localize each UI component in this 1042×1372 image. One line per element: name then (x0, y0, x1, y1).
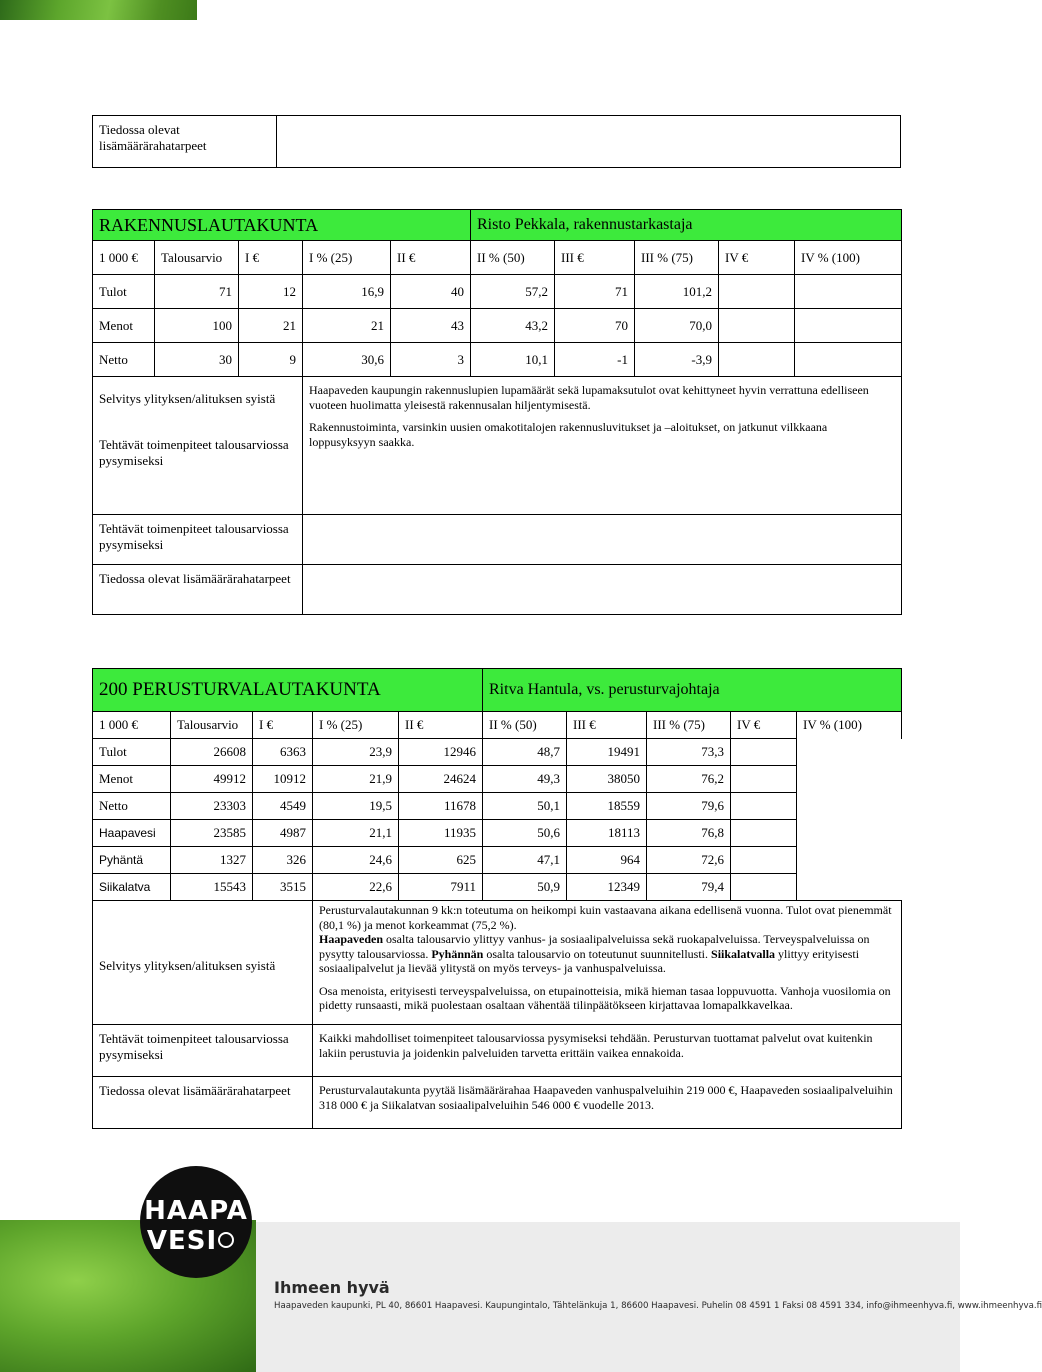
cell: 23,9 (313, 739, 399, 766)
header-row (93, 712, 902, 739)
header-cell: IV % (100) (797, 712, 902, 739)
table-row (93, 739, 902, 766)
cell: 72,6 (647, 847, 731, 874)
cell: 12349 (567, 874, 647, 901)
cell (797, 847, 902, 874)
cell (731, 874, 797, 901)
logo-text: HAAPA (144, 1196, 248, 1226)
label-tiedossa: Tiedossa olevat lisämäärärahatarpeet (93, 1077, 313, 1129)
cell: 57,2 (471, 275, 555, 309)
cell: 18559 (567, 793, 647, 820)
tehtavat-text: Kaikki mahdolliset toimenpiteet talousarviossa pysymiseksi tehdään. Perusturvan tuottamat palvelut ovat kuitenkin lakiin perustuvia ja joidenkin palveluiden tarvetta erittäin vaikea ennakoida. (313, 1025, 902, 1077)
header-cell: Talousarvio (171, 712, 253, 739)
cell: 71 (155, 275, 239, 309)
header-cell: II € (399, 712, 483, 739)
cell (731, 739, 797, 766)
cell: 1327 (171, 847, 253, 874)
tiedossa-text: Perusturvalautakunta pyytää lisämäärärahaa Haapaveden vanhuspalveluihin 219 000 €, Haapaveden sosiaalipalveluihin 318 000 € ja Siikalatvan sosiaalipalveluihin 546 000 € vuodelle 2013. (313, 1077, 902, 1129)
cell: 71 (555, 275, 635, 309)
cell: 21 (239, 309, 303, 343)
cell: 326 (253, 847, 313, 874)
row-label: Pyhäntä (93, 847, 171, 874)
footer-address: Haapaveden kaupunki, PL 40, 86601 Haapavesi. Kaupungintalo, Tähtelänkuja 1, 86600 Haapavesi. Puhelin 08 4591 1 Faksi 08 4591 334, info@ihmeenhyva.fi, www.ihmeenhyva.fi (274, 1301, 1042, 1311)
selvitys-text-cell (313, 901, 902, 1025)
leaf-decoration-top (0, 0, 197, 20)
cell: 49,3 (483, 766, 567, 793)
footer-strip (256, 1222, 960, 1372)
cell: 73,3 (647, 739, 731, 766)
selvitys-text: osalta talousarvio ylittyy vanhus- ja sosiaalipalveluissa sekä ruokapalveluissa. Terveyspalveluissa on pysytty talousarviossa. (319, 932, 870, 961)
selvitys-paragraph: Osa menoista, erityisesti terveyspalveluissa, on etupainotteisia, mikä hieman tasaa loppuvuotta. Vanhoja vuosilomia on pidetty runsaasti, mikä puolestaan osaltaan vähentää tilinpäätökseen kirjattavaa lomapalkkavelkaa. (319, 983, 891, 1012)
cell: 21 (303, 309, 391, 343)
bold-municipality: Pyhännän (431, 946, 484, 961)
cell: 76,2 (647, 766, 731, 793)
cell: 10912 (253, 766, 313, 793)
cell (731, 766, 797, 793)
header-cell: 1 000 € (93, 712, 171, 739)
table-row (93, 343, 902, 377)
cell: 19,5 (313, 793, 399, 820)
selvitys-text-cell (303, 377, 902, 515)
label-tiedossa: Tiedossa olevat lisämäärärahatarpeet (93, 565, 303, 615)
cell: 101,2 (635, 275, 719, 309)
label-tehtavat: Tehtävät toimenpiteet talousarviossa pysymiseksi (99, 437, 289, 468)
selvitys-text: osalta talousarvio on toteutunut suunnitellusti. (483, 946, 712, 961)
table-row (93, 820, 902, 847)
cell: 22,6 (313, 874, 399, 901)
cell: 12 (239, 275, 303, 309)
header-cell: II % (50) (483, 712, 567, 739)
cell: 12946 (399, 739, 483, 766)
cell: 76,8 (647, 820, 731, 847)
cell: 30 (155, 343, 239, 377)
section-responsible-rakennus: Risto Pekkala, rakennustarkastaja (471, 210, 902, 241)
cell (719, 343, 795, 377)
cell: 16,9 (303, 275, 391, 309)
cell: 43 (391, 309, 471, 343)
cell: 4549 (253, 793, 313, 820)
cell: 625 (399, 847, 483, 874)
header-cell: IV € (731, 712, 797, 739)
logo-text: VESI (146, 1226, 218, 1256)
header-cell: I % (25) (313, 712, 399, 739)
label-selvitys: Selvitys ylityksen/alituksen syistä (99, 391, 276, 406)
header-cell: I € (239, 241, 303, 275)
cell: 43,2 (471, 309, 555, 343)
footer-brand: Ihmeen hyvä (274, 1278, 390, 1297)
flower-icon (218, 1232, 234, 1248)
cell: 49912 (171, 766, 253, 793)
cell: 15543 (171, 874, 253, 901)
section-title-rakennus: RAKENNUSLAUTAKUNTA (93, 210, 471, 241)
cell: 40 (391, 275, 471, 309)
cell: 6363 (253, 739, 313, 766)
table-row (93, 793, 902, 820)
cell: 21,9 (313, 766, 399, 793)
row-label: Haapavesi (93, 820, 171, 847)
cell (795, 309, 902, 343)
selvitys-text: ylittyy erityisesti sosiaalipalvelut ja lievää ylitystä on myös terveys- ja vanhuspalveluissa. (319, 946, 860, 975)
table-row (93, 275, 902, 309)
cell (797, 874, 902, 901)
cell (797, 820, 902, 847)
cell: 47,1 (483, 847, 567, 874)
header-cell: III % (75) (635, 241, 719, 275)
table-row (93, 874, 902, 901)
header-cell: II % (50) (471, 241, 555, 275)
cell: 18113 (567, 820, 647, 847)
header-cell: III % (75) (647, 712, 731, 739)
cell: 30,6 (303, 343, 391, 377)
cell: 38050 (567, 766, 647, 793)
cell: 3 (391, 343, 471, 377)
cell: 24624 (399, 766, 483, 793)
bold-municipality: Siikalatvalla (711, 946, 776, 961)
cell (797, 766, 902, 793)
cell: 11678 (399, 793, 483, 820)
cell: 70 (555, 309, 635, 343)
cell: 4987 (253, 820, 313, 847)
cell: 19491 (567, 739, 647, 766)
empty-cell (303, 515, 902, 565)
header-cell: III € (555, 241, 635, 275)
cell: 48,7 (483, 739, 567, 766)
cell: 7911 (399, 874, 483, 901)
selvitys-label-cell (93, 377, 303, 515)
selvitys-paragraph: Haapaveden kaupungin rakennuslupien lupamäärät sekä lupamaksutulot ovat kehittyneet hyvin verrattuna edelliseen vuoteen huolimatta yleisestä rakennusalan hiljentymisestä. (309, 383, 869, 412)
row-label: Netto (93, 343, 155, 377)
cell: 964 (567, 847, 647, 874)
cell: 9 (239, 343, 303, 377)
cell (731, 820, 797, 847)
label-tiedossa-olevat: Tiedossa olevat lisämäärärahatarpeet (93, 116, 277, 168)
empty-cell (303, 565, 902, 615)
label-tehtavat-2: Tehtävät toimenpiteet talousarviossa pysymiseksi (93, 515, 303, 565)
table-row (93, 847, 902, 874)
selvitys-paragraph-mixed (319, 932, 895, 976)
cell: 50,1 (483, 793, 567, 820)
header-cell: II € (391, 241, 471, 275)
cell: 24,6 (313, 847, 399, 874)
cell: 21,1 (313, 820, 399, 847)
cell (795, 275, 902, 309)
cell: 79,4 (647, 874, 731, 901)
empty-cell (277, 116, 901, 168)
header-cell: 1 000 € (93, 241, 155, 275)
perusturvalautakunta-table (92, 668, 902, 1129)
header-cell: I % (25) (303, 241, 391, 275)
label-selvitys: Selvitys ylityksen/alituksen syistä (93, 901, 313, 1025)
top-lisamaararaha-table (92, 115, 901, 168)
selvitys-paragraph: Perusturvalautakunnan 9 kk:n toteutuma on heikompi kuin vastaavana aikana edellisenä vuonna. Tulot ovat pienemmät (80,1 %) ja menot korkeammat (75,2 %). (319, 903, 892, 932)
selvitys-paragraph: Rakennustoiminta, varsinkin uusien omakotitalojen rakennusluvitukset ja –aloitukset, on jatkunut vilkkaana loppusyksyyn saakka. (309, 420, 828, 449)
cell: 3515 (253, 874, 313, 901)
cell: 79,6 (647, 793, 731, 820)
cell: 70,0 (635, 309, 719, 343)
cell (731, 793, 797, 820)
cell: 11935 (399, 820, 483, 847)
label-tehtavat: Tehtävät toimenpiteet talousarviossa pysymiseksi (93, 1025, 313, 1077)
cell: 23585 (171, 820, 253, 847)
cell (719, 309, 795, 343)
cell: 50,6 (483, 820, 567, 847)
row-label: Tulot (93, 739, 171, 766)
cell (797, 793, 902, 820)
cell: 26608 (171, 739, 253, 766)
row-label: Menot (93, 309, 155, 343)
cell: 50,9 (483, 874, 567, 901)
cell (797, 739, 902, 766)
cell: -1 (555, 343, 635, 377)
cell: 23303 (171, 793, 253, 820)
header-cell: III € (567, 712, 647, 739)
table-row (93, 309, 902, 343)
cell: 10,1 (471, 343, 555, 377)
header-cell: Talousarvio (155, 241, 239, 275)
header-row (93, 241, 902, 275)
bold-municipality: Haapaveden (319, 932, 384, 946)
row-label: Menot (93, 766, 171, 793)
haapavesi-logo (140, 1166, 252, 1278)
cell: 100 (155, 309, 239, 343)
row-label: Netto (93, 793, 171, 820)
cell: -3,9 (635, 343, 719, 377)
cell (731, 847, 797, 874)
header-cell: IV € (719, 241, 795, 275)
section-responsible-perusturva: Ritva Hantula, vs. perusturvajohtaja (483, 669, 902, 712)
rakennuslautakunta-table (92, 209, 902, 615)
section-title-perusturva: 200 PERUSTURVALAUTAKUNTA (93, 669, 483, 712)
table-row (93, 766, 902, 793)
cell (795, 343, 902, 377)
row-label: Siikalatva (93, 874, 171, 901)
cell (719, 275, 795, 309)
row-label: Tulot (93, 275, 155, 309)
header-cell: I € (253, 712, 313, 739)
header-cell: IV % (100) (795, 241, 902, 275)
